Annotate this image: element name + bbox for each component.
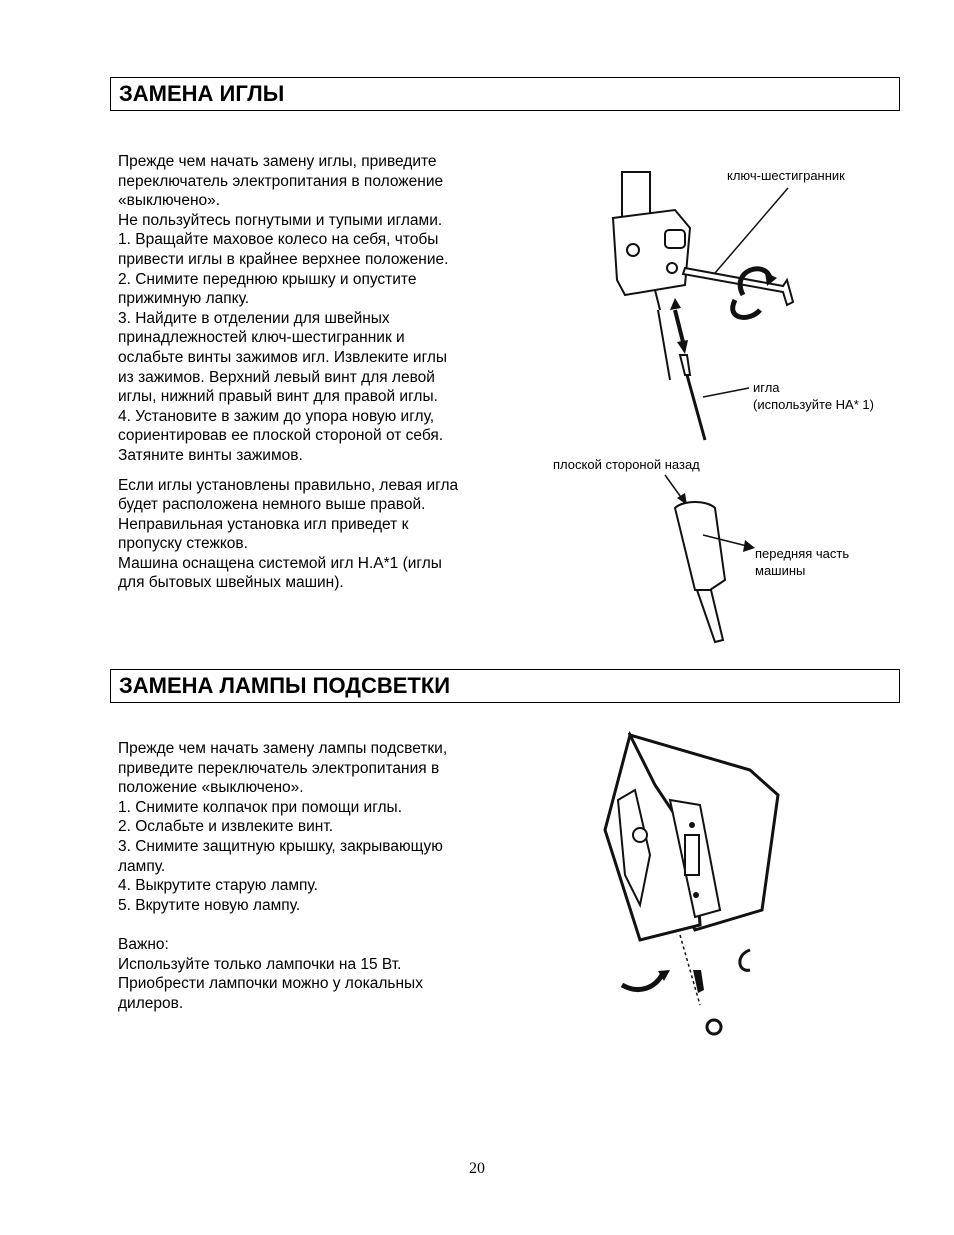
clamp-screw-icon — [627, 244, 639, 256]
important-line: Приобрести лампочки можно у локальных — [118, 975, 423, 993]
note-line: Машина оснащена системой игл Н.А*1 (иглы — [118, 554, 442, 572]
step-line: принадлежностей ключ-шестигранник и — [118, 329, 405, 347]
needle-icon — [655, 290, 660, 310]
note-line: пропуску стежков. — [118, 535, 248, 553]
section-title-lamp: ЗАМЕНА ЛАМПЫ ПОДСВЕТКИ — [110, 669, 900, 703]
step-line: сориентировав ее плоской стороной от себя. — [118, 427, 444, 445]
step-1 — [118, 798, 518, 818]
new-needle-icon — [687, 375, 705, 440]
cap-icon — [707, 1020, 721, 1034]
step-line: привести иглы в крайнее верхнее положение. — [118, 250, 449, 268]
step-line: 1. Вращайте маховое колесо на себя, чтобы — [118, 231, 439, 249]
needle-figure — [525, 150, 895, 645]
needle-instructions — [118, 152, 518, 593]
step-line: 2. Ослабьте и извлеките винт. — [118, 818, 334, 836]
step-2 — [118, 817, 518, 837]
needle-label: игла — [753, 380, 780, 395]
important-line: дилеров. — [118, 994, 184, 1012]
note-line: будет расположена немного выше правой. — [118, 496, 426, 514]
needle-shank-icon — [675, 502, 725, 590]
intro-line: положение «выключено». — [118, 779, 304, 797]
step-line: прижимную лапку. — [118, 290, 250, 308]
rotate-arrow-icon — [733, 300, 760, 317]
front-label: передняя часть — [755, 546, 850, 561]
step-5 — [118, 896, 518, 916]
important-line: Используйте только лампочки на 15 Вт. — [118, 955, 402, 973]
intro-line: «выключено». — [118, 192, 221, 210]
new-needle-icon — [680, 355, 690, 375]
step-2 — [118, 270, 518, 309]
intro-line: Не пользуйтесь погнутыми и тупыми иглами. — [118, 211, 443, 229]
rivet-icon — [689, 822, 695, 828]
leader-line — [715, 188, 788, 273]
lamp-bulb-icon — [685, 835, 699, 875]
hex-key-label: ключ-шестигранник — [727, 168, 845, 183]
step-line: 4. Установите в зажим до упора новую иглу, — [118, 407, 435, 425]
step-line: 1. Снимите колпачок при помощи иглы. — [118, 798, 402, 816]
step-line: 2. Снимите переднюю крышку и опустите — [118, 270, 417, 288]
intro-line: приведите переключатель электропитания в — [118, 759, 440, 777]
step-4 — [118, 407, 518, 466]
arrow-head-icon — [670, 298, 681, 310]
step-line: 4. Выкрутите старую лампу. — [118, 877, 318, 895]
lamp-instructions — [118, 739, 518, 1013]
turn-arrow-icon — [622, 975, 662, 990]
step-1 — [118, 230, 518, 269]
intro-line: переключатель электропитания в положение — [118, 172, 444, 190]
up-down-arrow-icon — [675, 310, 683, 342]
step-4 — [118, 876, 518, 896]
step-line: иглы, нижний правый винт для правой иглы. — [118, 388, 438, 406]
note-line: Если иглы установлены правильно, левая игла — [118, 476, 459, 494]
step-line: Затяните винты зажимов. — [118, 446, 303, 464]
important-label: Важно: — [118, 935, 169, 953]
lamp-figure — [600, 725, 810, 1045]
intro-line: Прежде чем начать замену лампы подсветки, — [118, 740, 448, 757]
clamp-screw-icon — [665, 230, 685, 248]
front-label: машины — [755, 563, 806, 578]
note-line: Неправильная установка игл приведет к — [118, 515, 409, 533]
step-line: 5. Вкрутите новую лампу. — [118, 896, 301, 914]
rotate-hint-icon — [740, 950, 750, 970]
step-3 — [118, 309, 518, 407]
step-line: лампу. — [118, 857, 166, 875]
step-line: ослабьте винты зажимов игл. Извлеките иглы — [118, 348, 448, 366]
note-line: для бытовых швейных машин). — [118, 574, 344, 592]
step-line: из зажимов. Верхний левый винт для левой — [118, 368, 435, 386]
needle-blade-icon — [697, 590, 723, 642]
needle-label: (используйте HA* 1) — [753, 397, 874, 412]
section-title-needle: ЗАМЕНА ИГЛЫ — [110, 77, 900, 111]
step-3 — [118, 837, 518, 876]
needle-icon — [658, 310, 670, 380]
lamp-illustration — [600, 725, 810, 1045]
needle-illustration — [525, 150, 895, 645]
arrow-head-icon — [677, 340, 688, 354]
arrow-head-icon — [743, 540, 755, 552]
leader-line — [703, 388, 749, 397]
step-line: 3. Найдите в отделении для швейных — [118, 309, 390, 327]
flat-side-label: плоской стороной назад — [553, 457, 700, 472]
rivet-icon — [693, 892, 699, 898]
cover-screw-icon — [633, 828, 647, 842]
needle-clamp — [613, 210, 690, 295]
screw-icon — [693, 970, 704, 993]
step-line: 3. Снимите защитную крышку, закрывающую — [118, 837, 443, 855]
clamp-screw-icon — [667, 263, 677, 273]
intro-line: Прежде чем начать замену иглы, приведите — [118, 153, 437, 170]
page-number: 20 — [469, 1160, 485, 1177]
